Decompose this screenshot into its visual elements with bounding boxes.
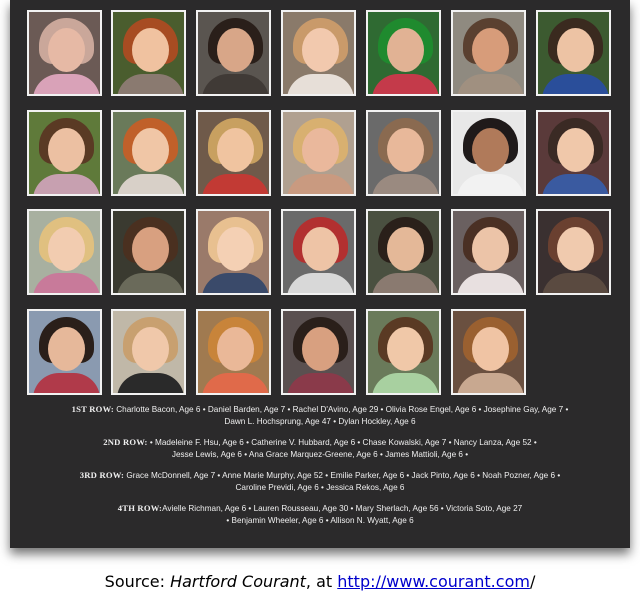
portrait-face <box>217 28 254 72</box>
memorial-photo-panel <box>10 0 630 548</box>
victim-photo <box>196 10 271 96</box>
victim-photo <box>27 309 102 395</box>
source-link[interactable]: http://www.courant.com <box>337 572 530 591</box>
victim-photo <box>366 209 441 295</box>
portrait-face <box>557 28 594 72</box>
portrait-face <box>48 128 85 172</box>
source-prefix: Source: <box>104 572 171 591</box>
portrait-face <box>557 227 594 271</box>
portrait-face <box>132 227 169 271</box>
portrait-face <box>387 128 424 172</box>
victim-photo <box>27 209 102 295</box>
victim-photo <box>536 209 611 295</box>
victim-photo <box>451 10 526 96</box>
caption-row-label: 3RD ROW: <box>79 470 125 480</box>
portrait-face <box>387 28 424 72</box>
victim-photo <box>536 110 611 196</box>
caption-names-cont: Dawn L. Hochsprung, Age 47 • Dylan Hockley, Age 6 <box>224 417 416 426</box>
victim-photo <box>196 209 271 295</box>
victim-photo <box>281 110 356 196</box>
source-credit <box>0 572 640 591</box>
victim-photo <box>196 110 271 196</box>
portrait-face <box>217 227 254 271</box>
portrait-face <box>472 28 509 72</box>
portrait-face <box>302 28 339 72</box>
caption-names-cont: Caroline Previdi, Age 6 • Jessica Rekos, Age 6 <box>235 483 405 492</box>
victim-photo <box>27 110 102 196</box>
victim-photo <box>451 209 526 295</box>
portrait-face <box>472 128 509 172</box>
victim-photo <box>536 10 611 96</box>
photo-grid <box>10 0 630 400</box>
victim-photo <box>27 10 102 96</box>
portrait-face <box>48 28 85 72</box>
victim-photo <box>196 309 271 395</box>
portrait-face <box>217 327 254 371</box>
caption-names-cont: Jesse Lewis, Age 6 • Ana Grace Marquez-Greene, Age 6 • James Mattioli, Age 6 • <box>171 450 469 459</box>
portrait-face <box>217 128 254 172</box>
caption-row-1 <box>10 403 630 428</box>
portrait-face <box>387 227 424 271</box>
victim-photo <box>281 10 356 96</box>
caption-row-2 <box>10 436 630 461</box>
portrait-face <box>472 327 509 371</box>
victim-photo <box>451 309 526 395</box>
victim-photo <box>451 110 526 196</box>
caption-row-label: 4TH ROW: <box>117 503 163 513</box>
victim-photo <box>111 110 186 196</box>
portrait-face <box>48 227 85 271</box>
portrait-face <box>48 327 85 371</box>
source-publication: Hartford Courant <box>170 572 306 591</box>
portrait-face <box>132 28 169 72</box>
caption-row-label: 2ND ROW: <box>103 437 148 447</box>
source-suffix: / <box>529 572 536 591</box>
caption-row-4 <box>10 502 630 527</box>
victim-photo <box>281 209 356 295</box>
caption-row-label: 1ST ROW: <box>71 404 114 414</box>
caption-names: Avielle Richman, Age 6 • Lauren Rousseau, Age 30 • Mary Sherlach, Age 56 • Victoria Soto, Age 27 <box>162 504 523 513</box>
portrait-face <box>302 227 339 271</box>
portrait-face <box>387 327 424 371</box>
portrait-face <box>302 128 339 172</box>
caption-names: • Madeleine F. Hsu, Age 6 • Catherine V. Hubbard, Age 6 • Chase Kowalski, Age 7 • Nancy Lanza, Age 52 • <box>147 438 537 447</box>
source-middle: , at <box>305 572 338 591</box>
caption-names-cont: • Benjamin Wheeler, Age 6 • Allison N. Wyatt, Age 6 <box>226 516 414 525</box>
victim-photo <box>366 110 441 196</box>
caption-names: Charlotte Bacon, Age 6 • Daniel Barden, Age 7 • Rachel D'Avino, Age 29 • Olivia Rose Engel, Age 6 • Josephine Gay, Age 7 • <box>113 405 569 414</box>
portrait-face <box>557 128 594 172</box>
victim-photo <box>366 309 441 395</box>
caption-names: Grace McDonnell, Age 7 • Anne Marie Murphy, Age 52 • Emilie Parker, Age 6 • Jack Pinto, Age 6 • Noah Pozner, Age 6 • <box>124 471 561 480</box>
victim-photo <box>111 309 186 395</box>
victim-photo <box>281 309 356 395</box>
portrait-face <box>302 327 339 371</box>
portrait-face <box>472 227 509 271</box>
portrait-face <box>132 128 169 172</box>
portrait-face <box>132 327 169 371</box>
caption-row-3 <box>10 469 630 494</box>
victim-photo <box>366 10 441 96</box>
victim-photo <box>111 10 186 96</box>
victim-photo <box>111 209 186 295</box>
